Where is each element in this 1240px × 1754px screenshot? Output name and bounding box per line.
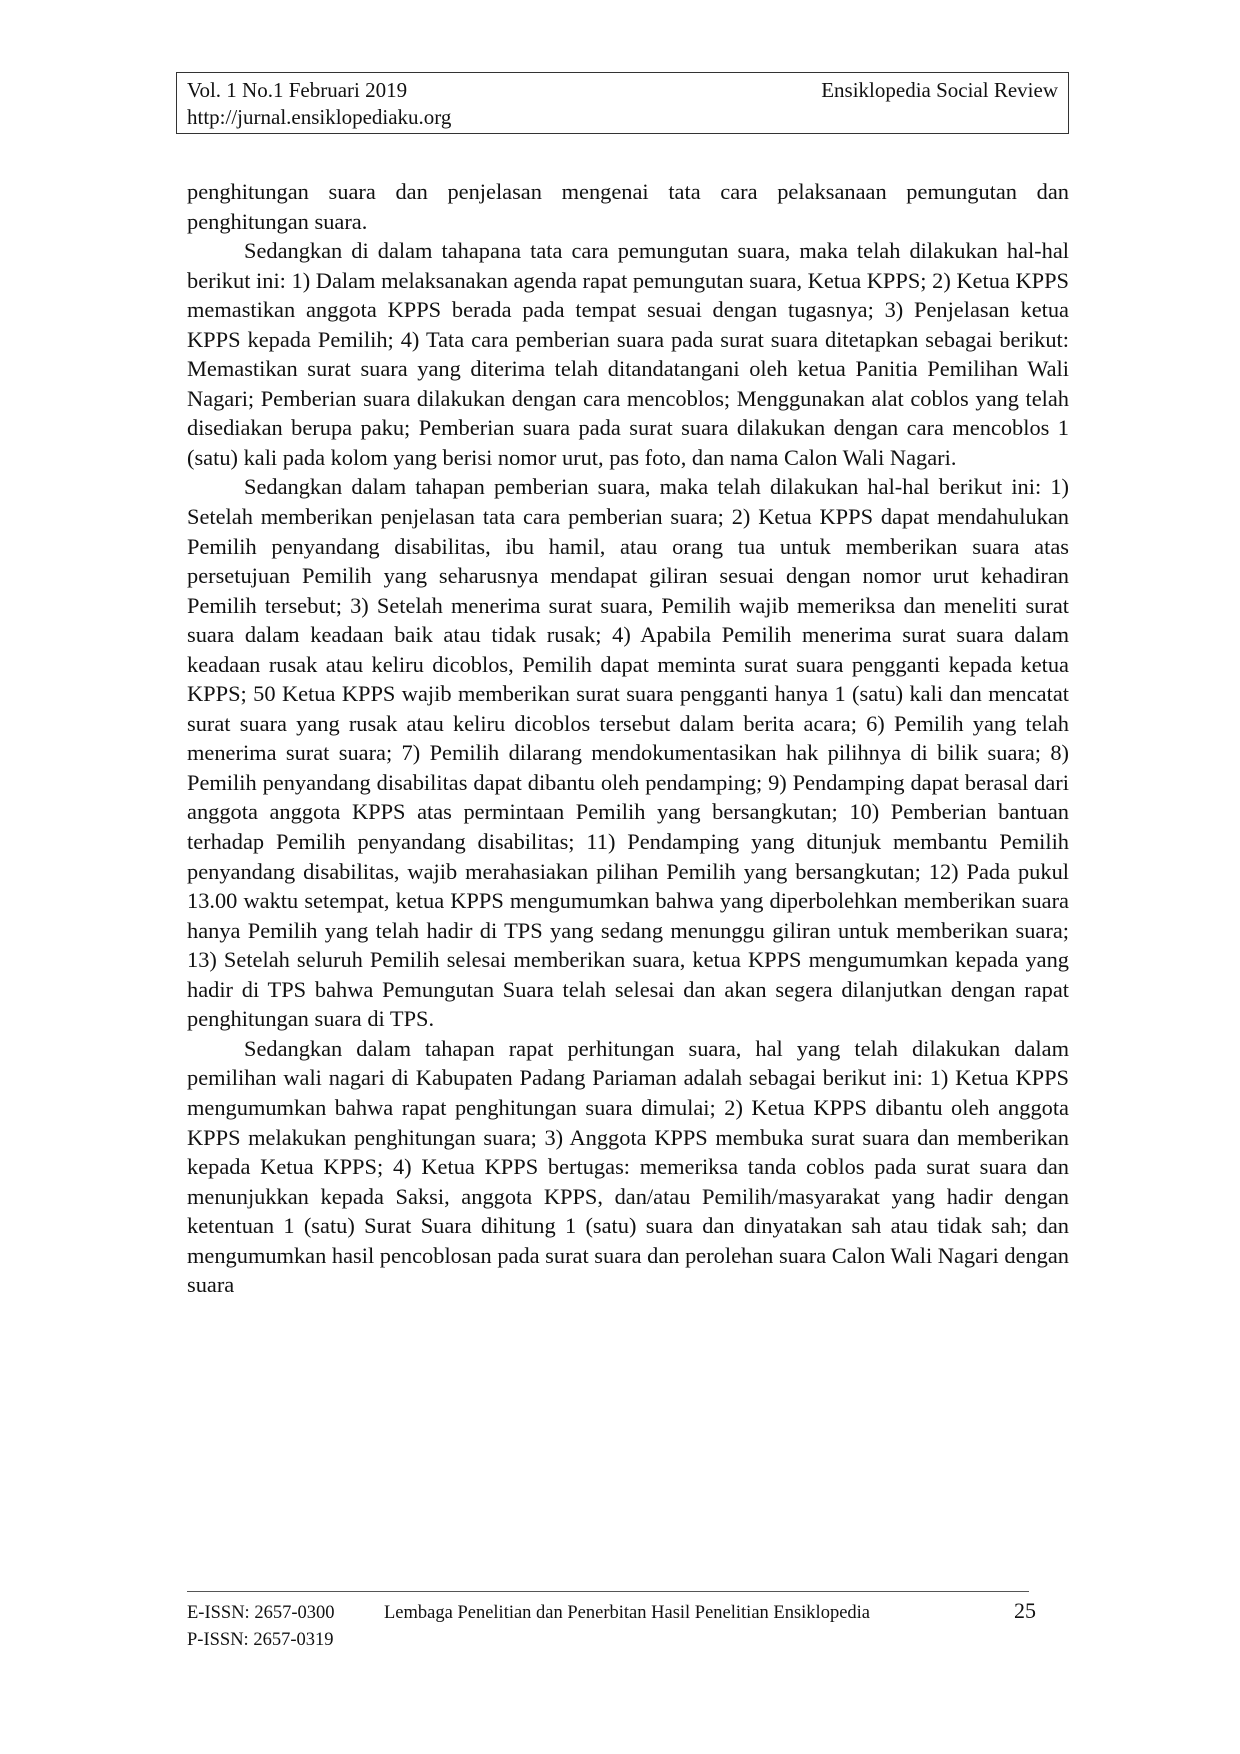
paragraph-perhitungan-suara: Sedangkan dalam tahapan rapat perhitungan suara, hal yang telah dilakukan dalam pemilihan wali nagari di Kabupaten Padang Pariaman adalah sebagai berikut ini: 1) Ketua KPPS mengumumkan bahwa rapat penghitungan suara dimulai; 2) Ketua KPPS dibantu oleh anggota KPPS melakukan penghitungan suara; 3) Anggota KPPS membuka surat suara dan memberikan kepada Ketua KPPS; 4) Ketua KPPS bertugas: memeriksa tanda coblos pada surat suara dan menunjukkan kepada Saksi, anggota KPPS, dan/atau Pemilih/masyarakat yang hadir dengan ketentuan 1 (satu) Surat Suara dihitung 1 (satu) suara dan dinyatakan sah atau tidak sah; dan mengumumkan hasil pencoblosan pada surat suara dan perolehan suara Calon Wali Nagari dengan suara — [187, 1035, 1069, 1298]
header-row-bottom — [187, 104, 1058, 131]
paragraph-pemberian-suara: Sedangkan dalam tahapan pemberian suara, maka telah dilakukan hal-hal berikut ini: 1) Setelah memberikan penjelasan tata cara pemberian suara; 2) Ketua KPPS dapat mendahulukan Pemilih penyandang disabilitas, ibu hamil, atau orang tua untuk memberikan suara atas persetujuan Pemilih yang seharusnya mendapat giliran sesuai dengan nomor urut kehadiran Pemilih tersebut; 3) Setelah menerima surat suara, Pemilih wajib memeriksa dan meneliti surat suara dalam keadaan baik atau tidak rusak; 4) Apabila Pemilih menerima surat suara dalam keadaan rusak atau keliru dicoblos, Pemilih dapat meminta surat suara pengganti kepada ketua KPPS; 50 Ketua KPPS wajib memberikan surat suara pengganti hanya 1 (satu) kali dan mencatat surat suara yang rusak atau keliru dicoblos tersebut dalam berita acara; 6) Pemilih yang telah menerima surat suara; 7) Pemilih dilarang mendokumentasikan hak pilihnya di bilik suara; 8) Pemilih penyandang disabilitas dapat dibantu oleh pendamping; 9) Pendamping dapat berasal dari anggota anggota KPPS atas permintaan Pemilih yang bersangkutan; 10) Pemberian bantuan terhadap Pemilih penyandang disabilitas; 11) Pendamping yang ditunjuk membantu Pemilih penyandang disabilitas, wajib merahasiakan pilihan Pemilih yang bersangkutan; 12) Pada pukul 13.00 waktu setempat, ketua KPPS mengumumkan bahwa yang diperbolehkan memberikan suara hanya Pemilih yang telah hadir di TPS yang sedang menunggu giliran untuk memberikan suara; 13) Setelah seluruh Pemilih selesai memberikan suara, ketua KPPS mengumumkan kepada yang hadir di TPS bahwa Pemungutan Suara telah selesai dan akan segera dilanjutkan dengan rapat penghitungan suara di TPS. — [187, 474, 1069, 1032]
article-body — [187, 177, 1069, 1300]
footer-row-top — [187, 1597, 1069, 1627]
journal-url: http://jurnal.ensiklopediaku.org — [187, 105, 452, 129]
publisher-name: Lembaga Penelitian dan Penerbitan Hasil Penelitian Ensiklopedia — [384, 1603, 871, 1623]
paragraph-pemungutan: Sedangkan di dalam tahapana tata cara pemungutan suara, maka telah dilakukan hal-hal berikut ini: 1) Dalam melaksanakan agenda rapat pemungutan suara, Ketua KPPS; 2) Ketua KPPS memastikan anggota KPPS berada pada tempat sesuai dengan tugasnya; 3) Penjelasan ketua KPPS kepada Pemilih; 4) Tata cara pemberian suara pada surat suara ditetapkan sebagai berikut: Memastikan surat suara yang diterima telah ditandatangani oleh ketua Panitia Pemilihan Wali Nagari; Pemberian suara dilakukan dengan cara mencoblos; Menggunakan alat coblos yang telah disediakan berupa paku; Pemberian suara pada surat suara dilakukan dengan cara mencoblos 1 (satu) kali pada kolom yang berisi nomor urut, pas foto, dan nama Calon Wali Nagari. — [187, 238, 1069, 470]
paragraph-continuation: penghitungan suara dan penjelasan mengenai tata cara pelaksanaan pemungutan dan penghitungan suara. — [187, 179, 1069, 234]
e-issn: E-ISSN: 2657-0300 — [187, 1603, 335, 1623]
running-header — [176, 72, 1069, 134]
page-number: 25 — [1014, 1598, 1036, 1623]
running-footer — [187, 1597, 1069, 1654]
footer-divider — [187, 1591, 1029, 1592]
journal-name: Ensiklopedia Social Review — [821, 78, 1058, 102]
p-issn: P-ISSN: 2657-0319 — [187, 1630, 334, 1650]
header-row-top — [187, 77, 1058, 104]
volume-issue: Vol. 1 No.1 Februari 2019 — [187, 78, 408, 102]
footer-row-bottom — [187, 1627, 1069, 1654]
